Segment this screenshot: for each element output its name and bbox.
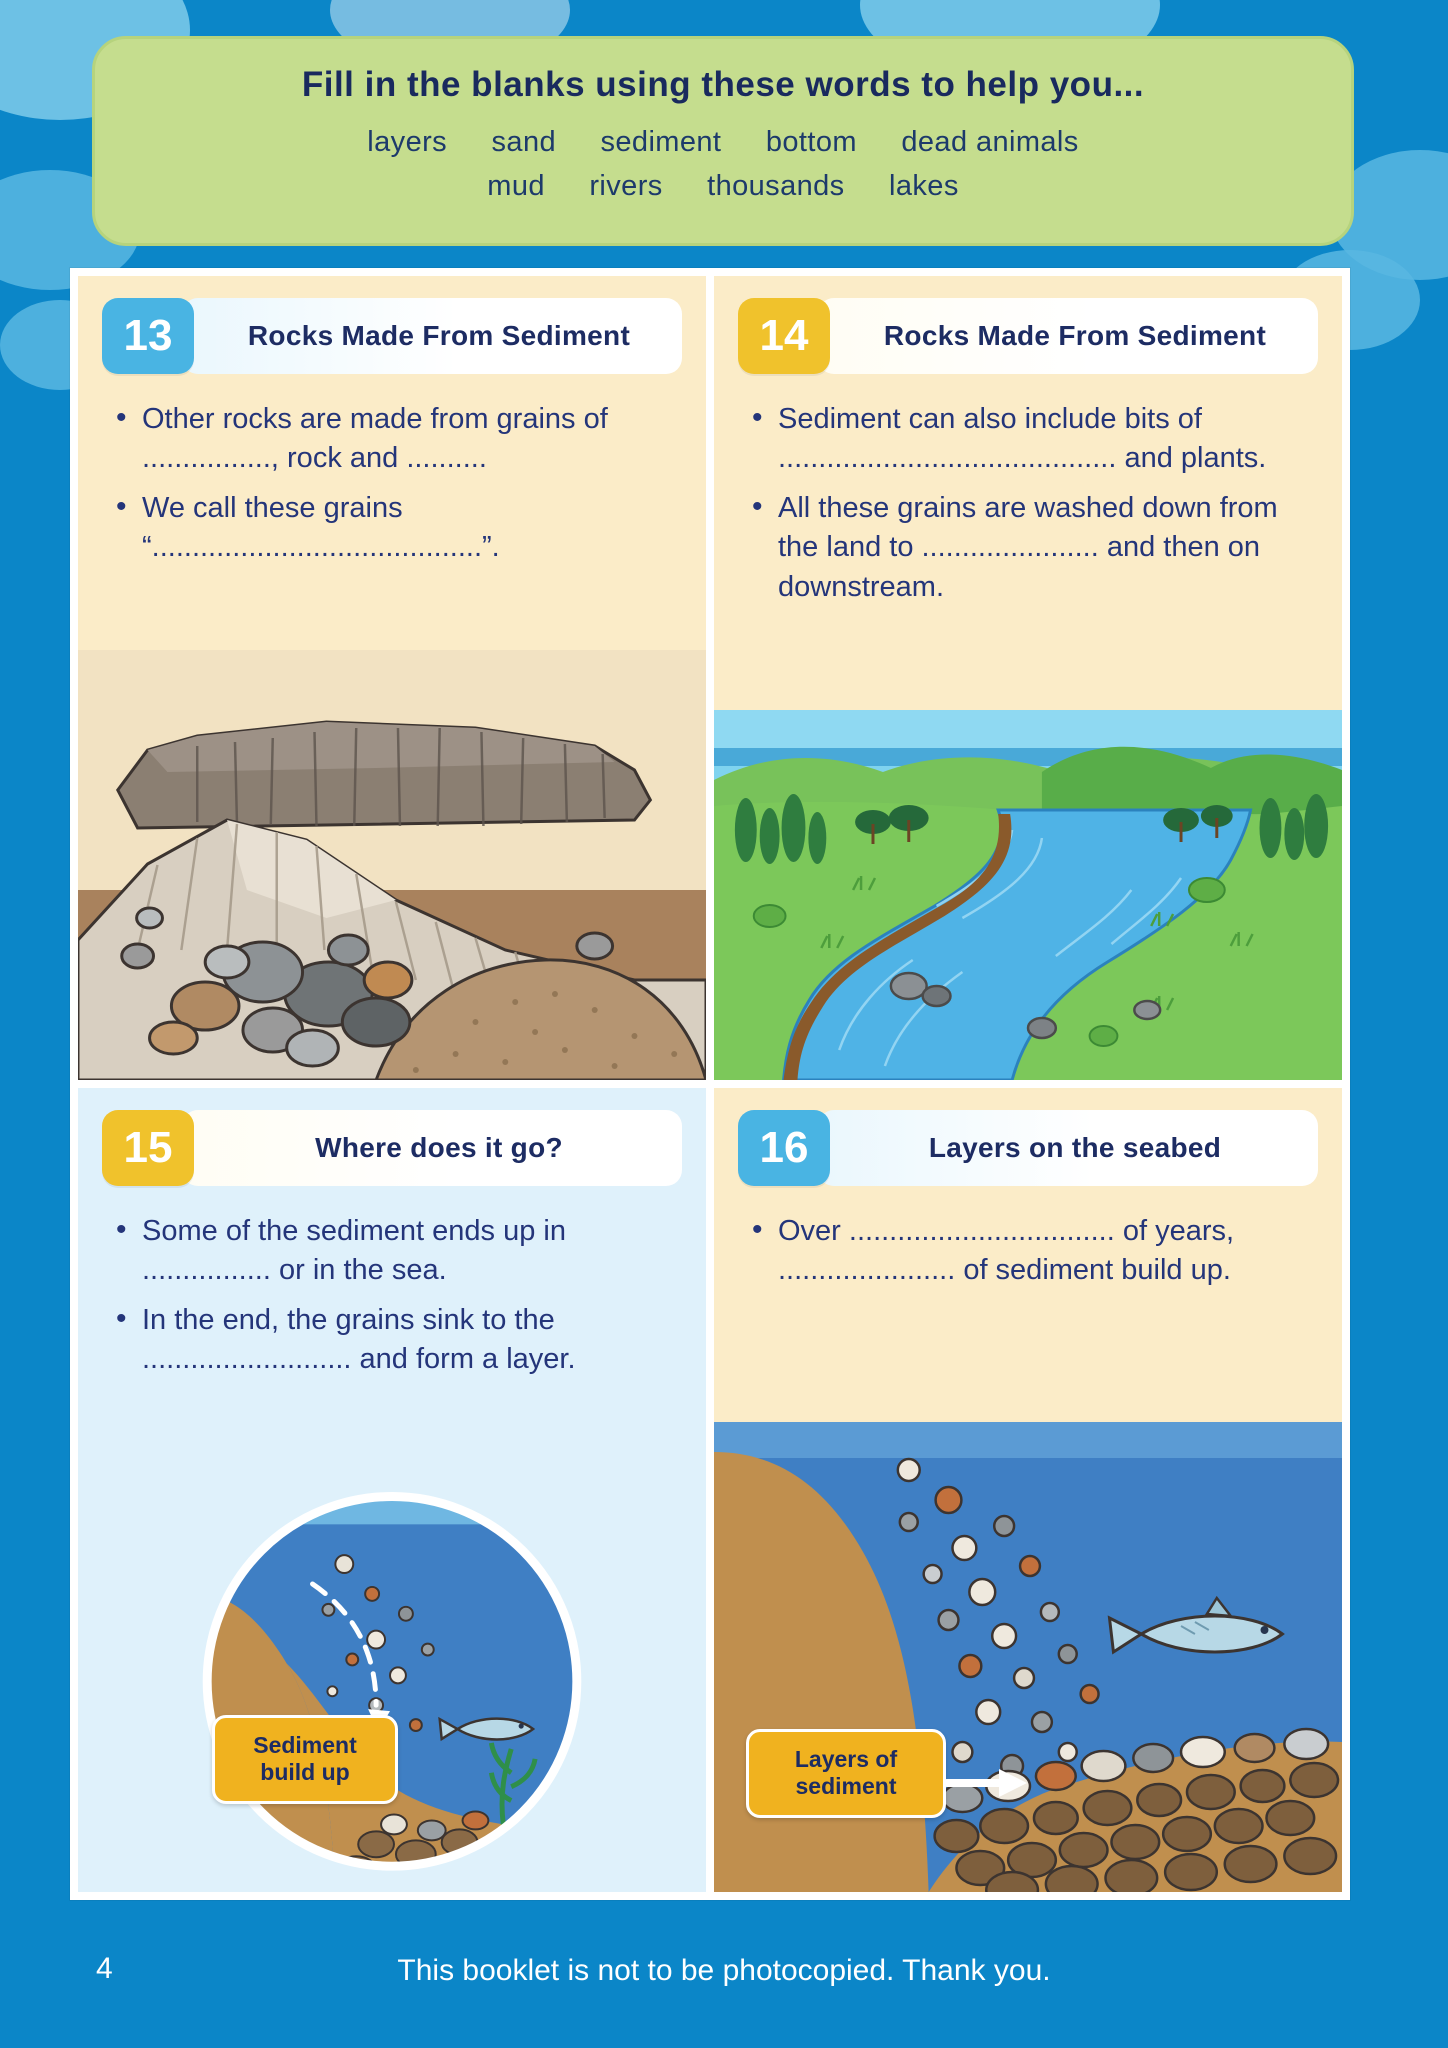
list-item: • Sediment can also include bits of .......................................... and plants.: [752, 400, 1306, 479]
tag-line-1: Sediment: [253, 1731, 357, 1758]
panel-13-title: Rocks Made From Sediment: [182, 298, 682, 374]
tag-line-2: sediment: [795, 1773, 897, 1800]
word-chip: dead animals: [901, 126, 1079, 158]
panel-14: [714, 276, 1342, 1080]
panel-14-title: Rocks Made From Sediment: [818, 298, 1318, 374]
panel-15-title: Where does it go?: [182, 1110, 682, 1186]
list-item: • Over ................................. of years, ...................... of sediment build up.: [752, 1212, 1306, 1291]
panel-16-bullets: [752, 1212, 1306, 1291]
panel-15-bullets: [116, 1212, 670, 1380]
layers-of-sediment-seabed-illustration: [714, 1422, 1342, 1892]
panel-13-number-badge: 13: [102, 298, 194, 374]
list-item: • All these grains are washed down from the land to ...................... and then on downstream.: [752, 489, 1306, 607]
word-chip: bottom: [765, 126, 857, 158]
list-item: • Some of the sediment ends up in ................ or in the sea.: [116, 1212, 670, 1291]
panel-16-header: [738, 1110, 1318, 1186]
panel-16-number-badge: 16: [738, 1110, 830, 1186]
panel-14-number-badge: 14: [738, 298, 830, 374]
river-valley-landscape-illustration: [714, 710, 1342, 1080]
word-bank-banner: [92, 36, 1354, 246]
tag-line-1: Layers of: [794, 1745, 898, 1772]
underwater-seabed-magnifier-illustration: [78, 1442, 706, 1892]
arrow-right-icon: [945, 1766, 1031, 1800]
rocky-outcrop-with-sand-pile-illustration: [78, 650, 706, 1080]
word-chip: lakes: [889, 169, 959, 202]
word-chip: sand: [491, 126, 557, 158]
sediment-build-up-tag: [212, 1715, 398, 1804]
panel-13: [78, 276, 706, 1080]
page-number: 4: [96, 1952, 113, 1985]
panel-15-header: [102, 1110, 682, 1186]
panel-14-header: [738, 298, 1318, 374]
word-chip: rivers: [589, 169, 663, 202]
list-item: • Other rocks are made from grains of ................, rock and ..........: [116, 400, 670, 479]
tag-line-2: build up: [260, 1759, 350, 1786]
word-bank-row-2: [95, 165, 1351, 209]
footer-note: This booklet is not to be photocopied. Thank you.: [397, 1954, 1051, 1987]
worksheet-sheet: [70, 268, 1350, 1900]
panel-13-header: [102, 298, 682, 374]
panel-13-bullets: [116, 400, 670, 568]
panel-16-title: Layers on the seabed: [818, 1110, 1318, 1186]
panel-15: [78, 1088, 706, 1892]
panel-15-number-badge: 15: [102, 1110, 194, 1186]
word-chip: mud: [487, 169, 545, 202]
layers-of-sediment-tag: [746, 1729, 946, 1818]
list-item: • In the end, the grains sink to the .......................... and form a layer.: [116, 1301, 670, 1380]
panel-16: [714, 1088, 1342, 1892]
word-chip: thousands: [707, 169, 845, 202]
panel-14-bullets: [752, 400, 1306, 607]
word-chip: sediment: [600, 126, 722, 158]
word-bank-row-1: [95, 121, 1351, 165]
list-item: • We call these grains “.........................................”.: [116, 489, 670, 568]
word-chip: layers: [367, 126, 448, 158]
word-bank-title: Fill in the blanks using these words to help you...: [301, 65, 1145, 104]
word-bank-words: [95, 121, 1351, 208]
